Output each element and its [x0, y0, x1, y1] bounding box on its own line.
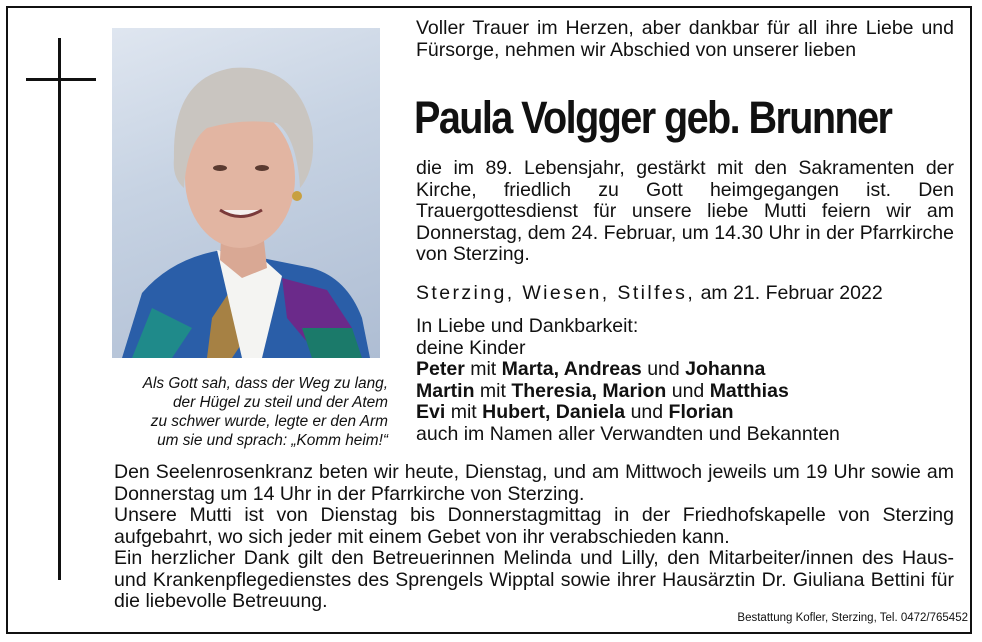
family-name: Evi	[416, 401, 446, 423]
place-date	[416, 282, 883, 305]
deceased-name: Paula Volgger geb. Brunner	[414, 92, 892, 143]
family-line	[416, 402, 840, 424]
family-name: Peter	[416, 358, 465, 380]
cross-icon-bar	[26, 78, 96, 81]
poem	[104, 374, 388, 450]
connector: mit	[445, 401, 483, 423]
family-line	[416, 359, 840, 381]
family-name: Theresia, Marion	[511, 379, 667, 402]
mourners-line: deine Kinder	[416, 336, 526, 359]
mourners-block	[416, 316, 840, 445]
family-line	[416, 381, 840, 403]
portrait-photo	[112, 28, 380, 358]
poem-line: der Hügel zu steil und der Atem	[172, 394, 388, 411]
paragraph: Den Seelenrosenkranz beten wir heute, Dienstag, und am Mittwoch jeweils um 19 Uhr sowie am Donnerstag um 14 Uhr in der Pfarrkirche von Sterzing.	[114, 461, 954, 505]
connector: und	[625, 401, 669, 423]
paragraph: Ein herzlicher Dank gilt den Betreuerinnen Melinda und Lilly, den Mitarbeiter/innen des Haus- und Krankenpflegedienstes des Sprengels Wipptal sowie ihrer Hausärztin Dr. Giuliana Bettini für die liebevolle Betreuung.	[114, 547, 954, 612]
poem-line: zu schwer wurde, legte er den Arm	[150, 413, 388, 430]
cross-icon	[58, 38, 61, 580]
family-name: Hubert, Daniela	[482, 401, 626, 423]
paragraph: Unsere Mutti ist von Dienstag bis Donnerstagmittag in der Friedhofskapelle von Sterzing aufgebahrt, wo sich jeder mit einem Gebet von ihr verabschieden kann.	[114, 504, 954, 548]
connector: mit	[464, 358, 502, 380]
connector: und	[666, 379, 710, 402]
mourners-line: In Liebe und Dankbarkeit:	[416, 315, 639, 337]
date: am 21. Februar 2022	[700, 282, 883, 304]
mourners-closing: auch im Namen aller Verwandten und Bekannten	[416, 422, 840, 445]
connector: und	[641, 358, 686, 380]
connector: mit	[474, 379, 512, 402]
place: Sterzing, Wiesen, Stilfes,	[416, 282, 696, 304]
bottom-paragraphs	[114, 462, 954, 613]
family-name: Matthias	[709, 379, 789, 402]
description-text: die im 89. Lebensjahr, gestärkt mit den Sakramenten der Kirche, friedlich zu Gott heimgegangen ist. Den Trauergottesdienst für unsere liebe Mutti feiern wir am Donnerstag, dem 24. Februar, um 14.30 Uhr in der Pfarrkirche von Sterzing.	[416, 157, 954, 265]
funeral-home-credit: Bestattung Kofler, Sterzing, Tel. 0472/765452	[737, 612, 968, 624]
family-name: Marta, Andreas	[501, 358, 642, 380]
family-name: Johanna	[685, 358, 766, 380]
family-name: Martin	[416, 379, 475, 402]
intro-text: Voller Trauer im Herzen, aber dankbar für all ihre Liebe und Fürsorge, nehmen wir Abschied von unserer lieben	[416, 17, 954, 61]
poem-line: Als Gott sah, dass der Weg zu lang,	[142, 375, 388, 392]
poem-line: um sie und sprach: „Komm heim!“	[157, 432, 388, 449]
family-name: Florian	[668, 401, 734, 423]
